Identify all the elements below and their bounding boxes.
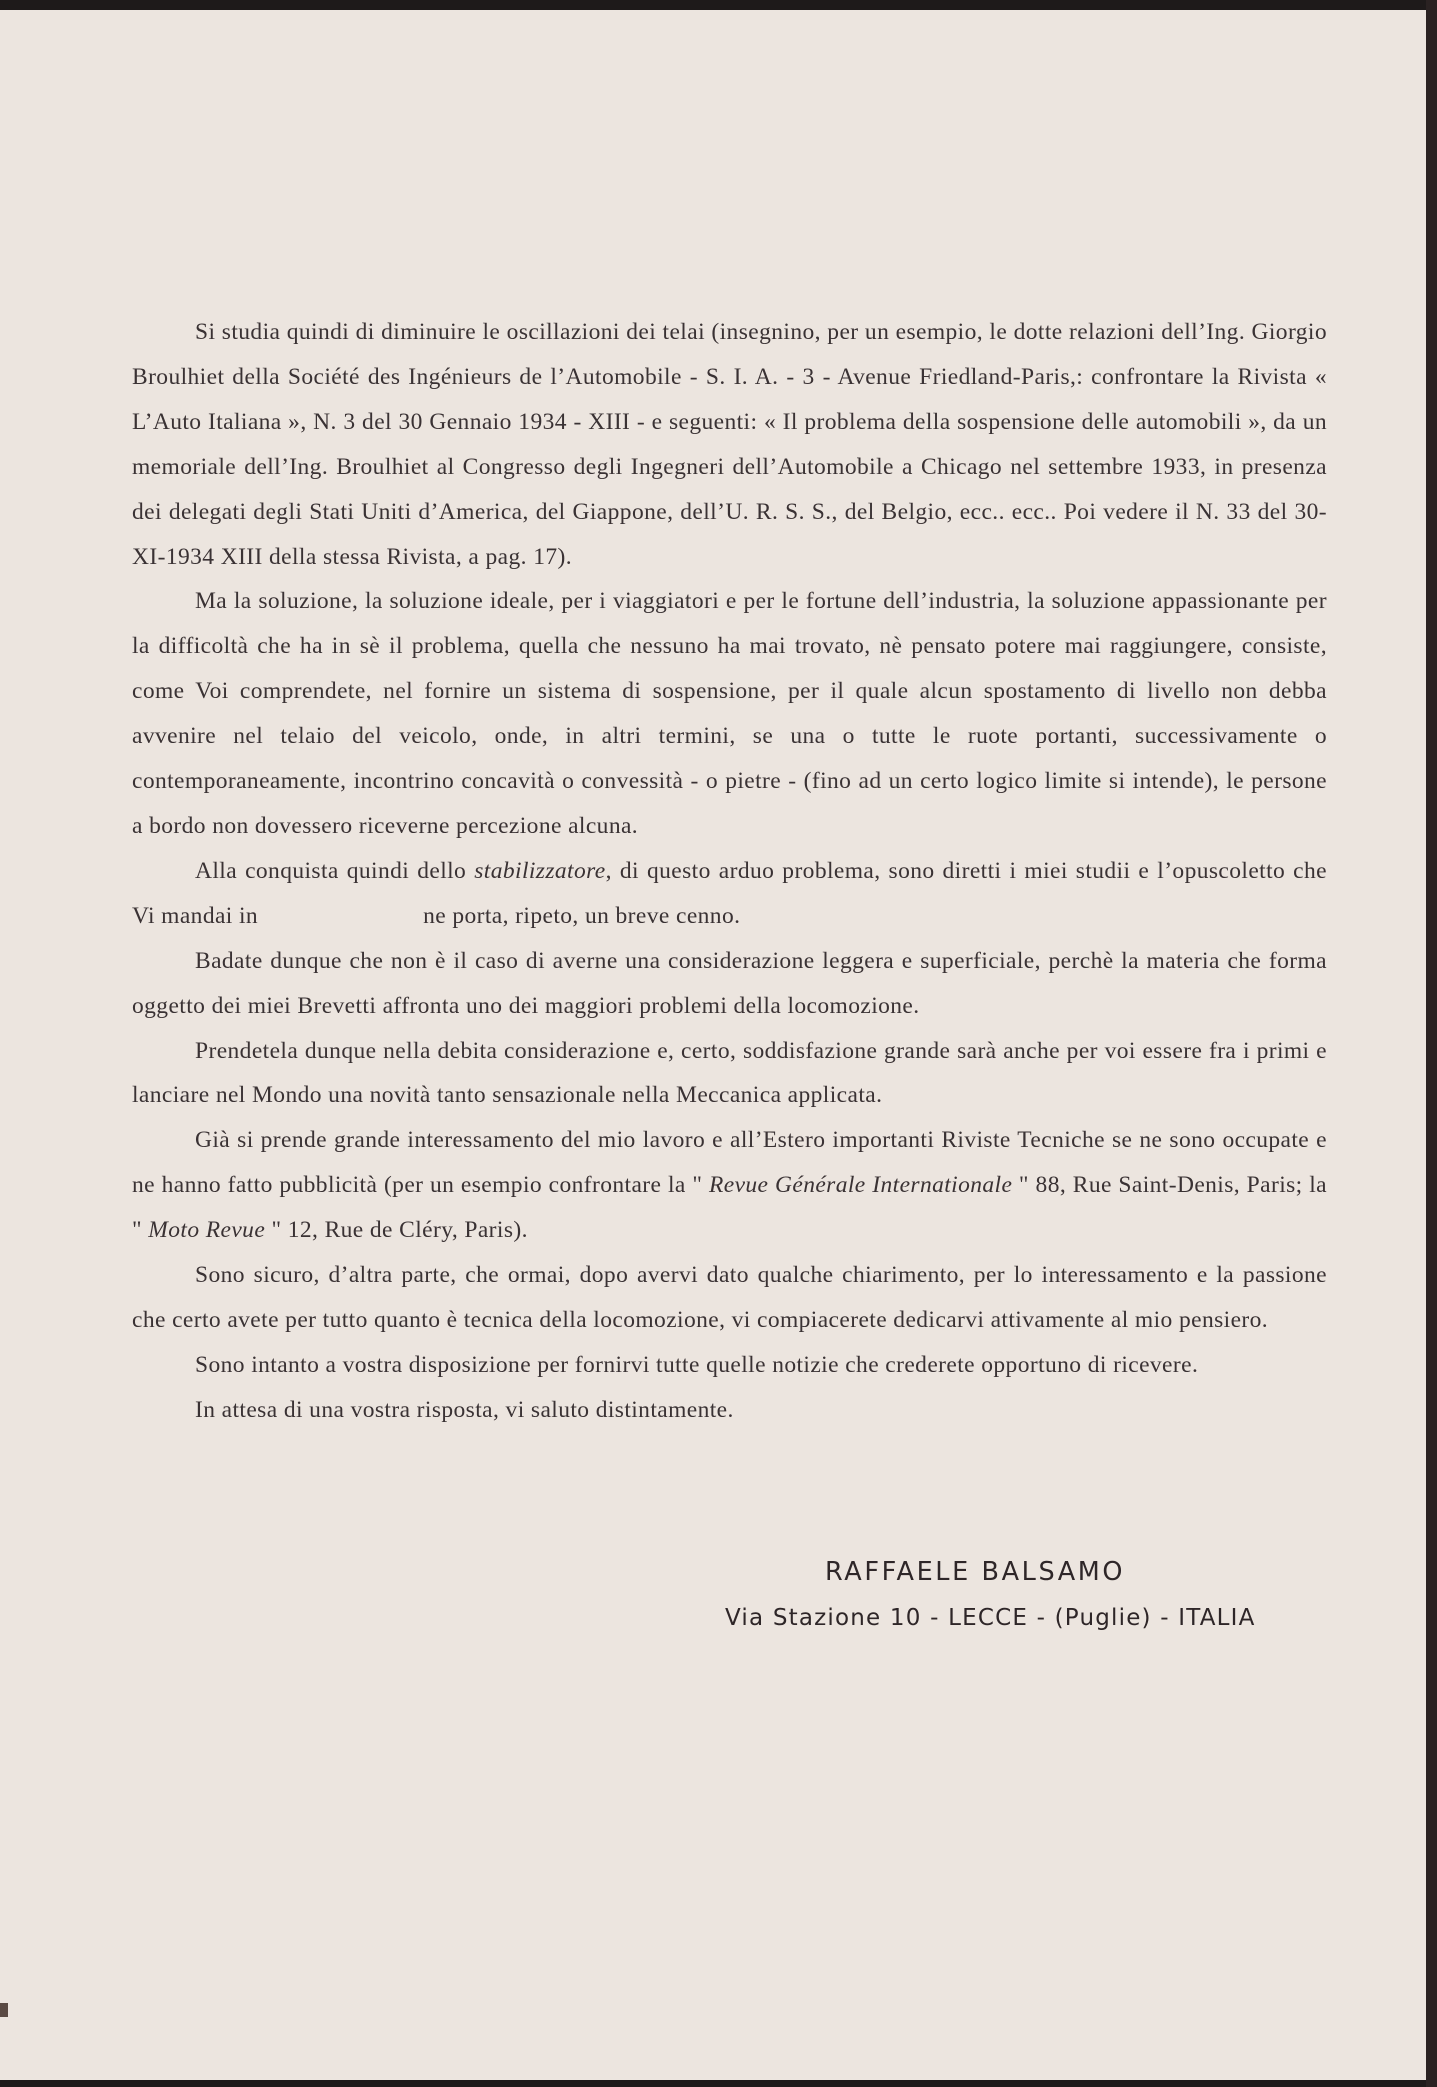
letter-page <box>0 10 1426 2080</box>
text-run: " 88, Rue Saint-Denis, Paris; la " <box>132 1172 1327 1244</box>
italic-term: stabilizzatore <box>474 857 606 884</box>
paragraph-stabilizzatore <box>132 849 1327 939</box>
italic-title: Revue Générale Internationale <box>708 1172 1013 1199</box>
paragraph-sicuro: Sono sicuro, d’altra parte, che ormai, dopo avervi dato qualche chiarimento, per lo interessamento e la passione che certo avete per tutto quanto è tecnica della locomozione, vi compiacerete dedicarvi attivamente al mio pensiero. <box>132 1262 1327 1333</box>
signature-address: Via Stazione 10 - LECCE - (Puglie) - ITALIA <box>725 1605 1256 1631</box>
text-run: ne porta, ripeto, un breve cenno. <box>423 902 741 929</box>
binding-mark <box>0 2003 8 2017</box>
letter-body <box>132 310 1327 1433</box>
signature-block <box>725 1552 1345 1638</box>
paragraph-disposizione: Sono intanto a vostra disposizione per fornirvi tutte quelle notizie che crederete opportuno di ricevere. <box>195 1351 1199 1378</box>
paragraph-badate: Badate dunque che non è il caso di averne una considerazione leggera e superficiale, perchè la materia che forma oggetto dei miei Brevetti affronta uno dei maggiori problemi della locomozione. <box>132 947 1327 1019</box>
text-run: , di questo arduo problema, sono diretti i miei studii e l’opuscoletto che Vi mandai in <box>132 857 1327 929</box>
text-run: Già si prende grande interessamento del mio lavoro e all’Estero importanti Riviste Tecniche se ne sono occupate e ne hanno fatto pubblicità (per un esempio confrontare la " <box>132 1127 1327 1199</box>
italic-title: Moto Revue <box>148 1217 266 1244</box>
paragraph-prendetela: Prendetela dunque nella debita considerazione e, certo, soddisfazione grande sarà anche per voi essere fra i primi e lanciare nel Mondo una novità tanto sensazionale nella Meccanica applicata. <box>132 1037 1327 1109</box>
paragraph-oscillazioni: Si studia quindi di diminuire le oscillazioni dei telai (insegnino, per un esempio, le dotte relazioni dell’Ing. Giorgio Broulhiet della Société des Ingénieurs de l’Automobile - S. I. A. - 3 - Avenue Friedland-Paris,: confrontare la Rivista « L’Auto Italiana », N. 3 del 30 Gennaio 1934 - XIII - e seguenti: « Il problema della sospensione delle automobili », da un memoriale dell’Ing. Broulhiet al Congresso degli Ingegneri dell’Automobile a Chicago nel settembre 1933, in presenza dei delegati degli Stati Uniti d’America, del Giappone, dell’U. R. S. S., del Belgio, ecc.. ecc.. Poi vedere il N. 33 del 30-XI-1934 XIII della stessa Rivista, a pag. 17). <box>132 319 1327 570</box>
page-edge <box>1426 0 1437 2087</box>
signature-name: RAFFAELE BALSAMO <box>825 1557 1126 1587</box>
text-run: " 12, Rue de Cléry, Paris). <box>265 1217 528 1244</box>
text-run: Alla conquista quindi dello <box>195 857 475 884</box>
paragraph-soluzione: Ma la soluzione, la soluzione ideale, per i viaggiatori e per le fortune dell’industria, la soluzione appassionante per la difficoltà che ha in sè il problema, quella che nessuno ha mai trovato, nè pensato potere mai raggiungere, consiste, come Voi comprendete, nel fornire un sistema di sospensione, per il quale alcun spostamento di livello non debba avvenire nel telaio del veicolo, onde, in altri termini, se una o tutte le ruote portanti, successivamente o contemporaneamente, incontrino concavità o convessità - o pietre - (fino ad un certo logico limite si intende), le persone a bordo non dovessero riceverne percezione alcuna. <box>132 588 1327 839</box>
paragraph-saluto: In attesa di una vostra risposta, vi saluto distintamente. <box>195 1396 734 1423</box>
paragraph-riviste <box>132 1118 1327 1253</box>
